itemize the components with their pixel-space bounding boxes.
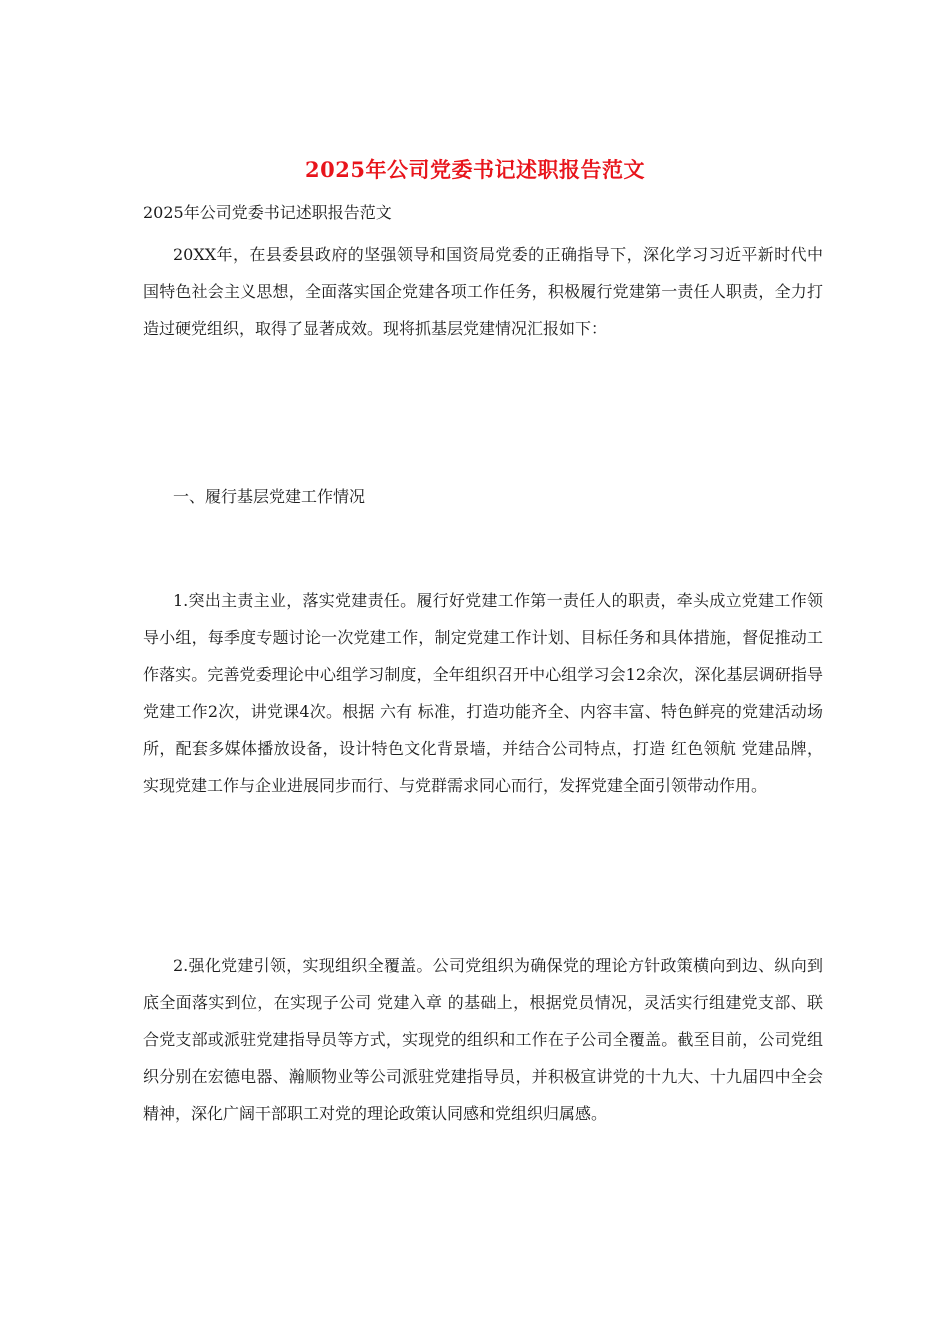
- item-paragraph-2: 2.强化党建引领，实现组织全覆盖。公司党组织为确保党的理论方针政策横向到边、纵向到底全面落实到位，在实现子公司 党建入章 的基础上，根据党员情况，灵活实行组建党支部、联合党支部或派驻党建指导员等方式，实现党的组织和工作在子公司全覆盖。截至目前，公司党组织分别在宏德电器、瀚顺物业等公司派驻党建指导员，并积极宣讲党的十九大、十九届四中全会精神，深化广阔干部职工对党的理论政策认同感和党组织归属感。: [143, 956, 823, 1123]
- document-title: 2025年公司党委书记述职报告范文: [305, 157, 645, 182]
- intro-paragraph: 20XX年，在县委县政府的坚强领导和国资局党委的正确指导下，深化学习习近平新时代中国特色社会主义思想，全面落实国企党建各项工作任务，积极履行党建第一责任人职责，全力打造过硬党组织，取得了显著成效。现将抓基层党建情况汇报如下：: [143, 245, 823, 338]
- document-subtitle: 2025年公司党委书记述职报告范文: [143, 203, 392, 222]
- section-heading: 一、履行基层党建工作情况: [173, 487, 366, 506]
- item-paragraph-1: 1.突出主责主业，落实党建责任。履行好党建工作第一责任人的职责，牵头成立党建工作领导小组，每季度专题讨论一次党建工作，制定党建工作计划、目标任务和具体措施，督促推动工作落实。完善党委理论中心组学习制度，全年组织召开中心组学习会12余次，深化基层调研指导党建工作2次，讲党课4次。根据 六有 标准，打造功能齐全、内容丰富、特色鲜亮的党建活动场所，配套多媒体播放设备，设计特色文化背景墙，并结合公司特点，打造 红色领航 党建品牌，实现党建工作与企业进展同步而行、与党群需求同心而行，发挥党建全面引领带动作用。: [143, 591, 823, 795]
